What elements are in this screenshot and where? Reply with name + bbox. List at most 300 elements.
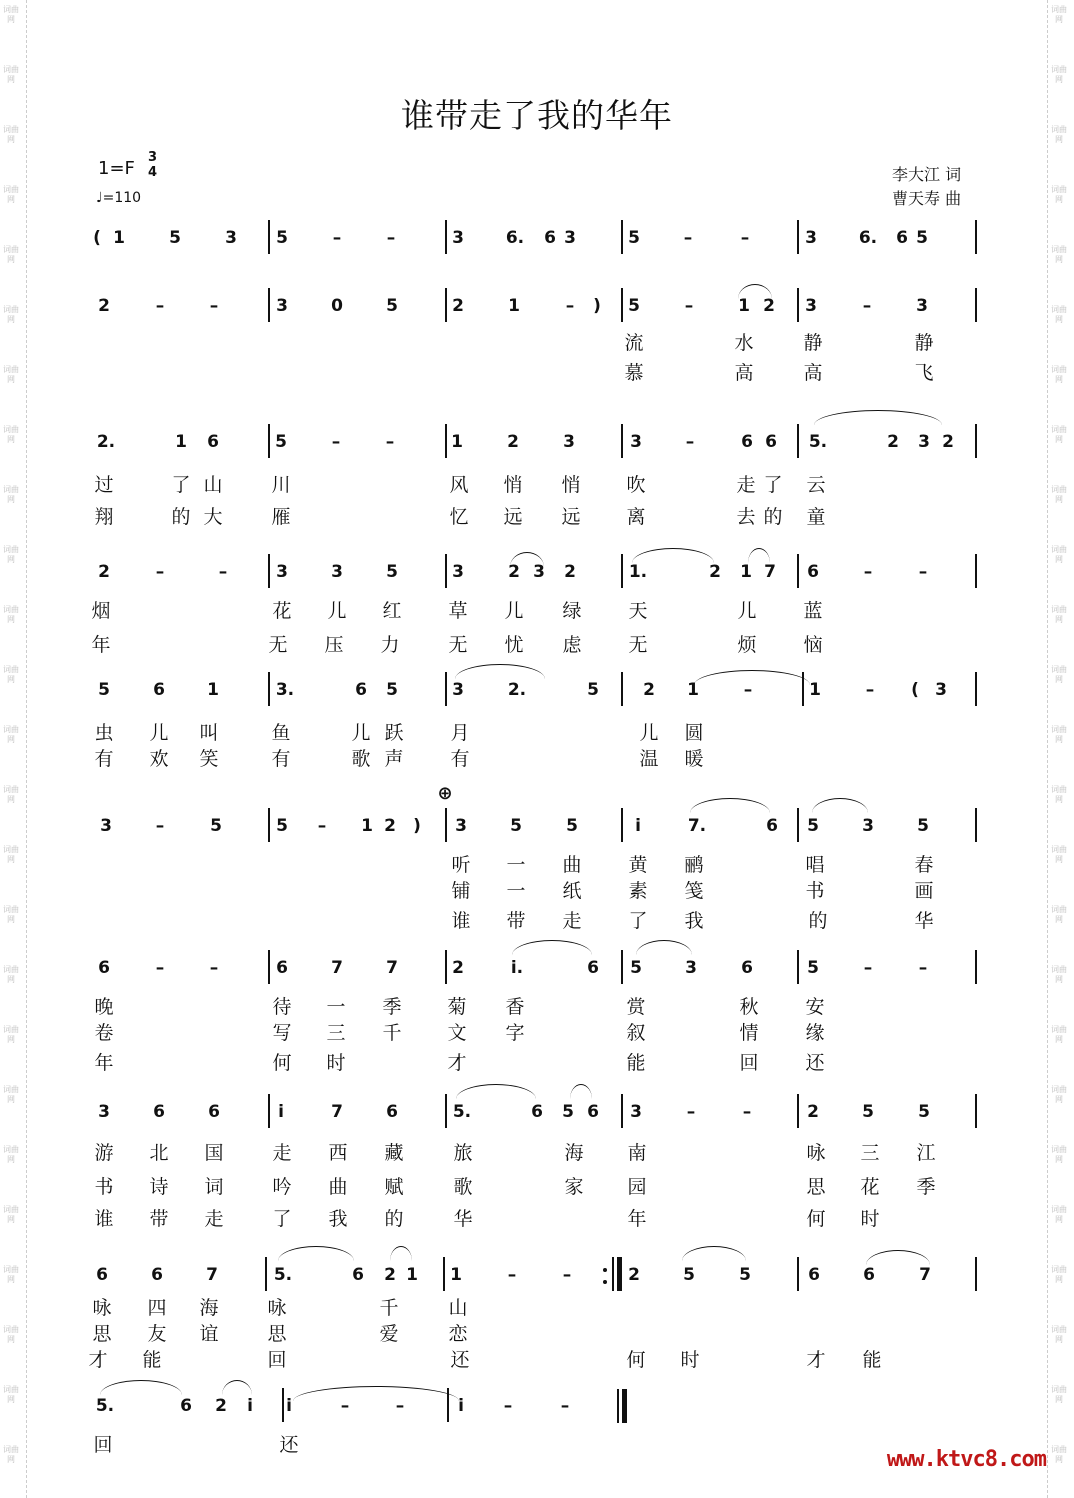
note: 3 [564,228,576,248]
note: 2 [384,1265,396,1285]
barline [621,554,623,588]
note: – [862,296,872,316]
note: – [155,296,165,316]
final-barline [622,1389,627,1423]
barline [975,1257,977,1291]
note: 1 [740,562,752,582]
lyric-syllable: 儿 [351,722,371,744]
lyric-syllable: 大 [203,506,223,528]
lyric-syllable: 华 [914,910,934,932]
note: 5 [276,228,288,248]
barline [621,808,623,842]
barline [621,220,623,254]
side-watermark-text: 词曲网 [1051,1325,1067,1344]
lyric-syllable: 烦 [737,634,757,656]
lyric-syllable: 离 [626,506,646,528]
note: 2 [942,432,954,452]
note: 2. [96,432,116,452]
slur [510,552,544,567]
note: 3 [685,958,697,978]
note: 2 [628,1265,640,1285]
lyricist-credit: 李大江 词 [892,165,962,184]
lyric-syllable: 走 [736,474,756,496]
note: 2 [452,296,464,316]
slur [455,664,545,679]
lyric-syllable: 的 [808,910,828,932]
lyric-syllable: 春 [914,854,934,876]
lyric-syllable: 欢 [149,748,169,770]
lyric-syllable: 时 [680,1349,700,1371]
lyric-syllable: 思 [806,1176,826,1198]
note: ) [593,296,601,316]
barline [445,1094,447,1128]
lyric-syllable: 高 [734,362,754,384]
lyric-syllable: 何 [272,1052,292,1074]
barline [797,808,799,842]
slur [690,798,770,813]
repeat-barline [617,1257,622,1291]
lyric-syllable: 四 [147,1297,167,1319]
lyric-syllable: 山 [203,474,223,496]
repeat-barline [612,1257,614,1291]
note: 0 [331,296,343,316]
barline [975,554,977,588]
lyric-syllable: 有 [271,748,291,770]
slur [512,940,592,955]
side-watermark-text: 词曲网 [3,605,19,624]
lyric-syllable: 画 [914,880,934,902]
lyric-syllable: 暖 [684,748,704,770]
note: 2 [709,562,721,582]
lyric-syllable: 西 [328,1142,348,1164]
barline [797,1257,799,1291]
note: 1 [738,296,750,316]
lyric-syllable: 咏 [806,1142,826,1164]
lyric-syllable: 过 [94,474,114,496]
note: – [385,432,395,452]
lyric-syllable: 曲 [562,854,582,876]
lyric-syllable: 圆 [684,722,704,744]
note: 5 [169,228,181,248]
lyric-syllable: 花 [860,1176,880,1198]
lyric-syllable: 绿 [562,600,582,622]
lyric-syllable: 飞 [914,362,934,384]
lyric-syllable: 才 [806,1349,826,1371]
barline [445,554,447,588]
lyric-syllable: 水 [734,332,754,354]
note: 3 [225,228,237,248]
lyric-syllable: 烟 [91,600,111,622]
lyric-syllable: 慕 [624,362,644,384]
note: 5 [630,958,642,978]
note: i [286,1396,292,1416]
slur [293,1386,459,1401]
note: 1 [450,1265,462,1285]
side-watermark-text: 词曲网 [1051,1445,1067,1464]
side-watermark-text: 词曲网 [3,725,19,744]
note: – [209,958,219,978]
side-watermark-text: 词曲网 [1051,665,1067,684]
side-watermark-text: 词曲网 [3,665,19,684]
note: – [742,1102,752,1122]
note: 1 [451,432,463,452]
note: 5 [862,1102,874,1122]
side-watermark-text: 词曲网 [3,1385,19,1404]
barline [268,424,270,458]
lyric-syllable: 菊 [447,996,467,1018]
lyric-syllable: 园 [627,1176,647,1198]
note: 7 [764,562,776,582]
lyric-syllable: 安 [805,996,825,1018]
lyric-syllable: 年 [627,1208,647,1230]
note: 7 [206,1265,218,1285]
note: 5. [95,1396,115,1416]
note: 6 [863,1265,875,1285]
lyric-syllable: 赏 [626,996,646,1018]
side-watermark-text: 词曲网 [1051,905,1067,924]
lyric-syllable: 儿 [639,722,659,744]
lyric-syllable: 一 [506,880,526,902]
note: – [386,228,396,248]
note: 6 [352,1265,364,1285]
note: 6. [858,228,878,248]
lyric-syllable: 缘 [805,1022,825,1044]
note: 5 [562,1102,574,1122]
lyric-syllable: 静 [914,332,934,354]
note: 6 [98,958,110,978]
lyric-syllable: 花 [272,600,292,622]
lyric-syllable: 海 [564,1142,584,1164]
note: 2 [807,1102,819,1122]
note: 2 [507,432,519,452]
lyric-syllable: 思 [267,1323,287,1345]
lyric-syllable: 翔 [94,506,114,528]
lyric-syllable: 回 [267,1349,287,1371]
note: 7 [386,958,398,978]
lyric-syllable: 跃 [384,722,404,744]
slur [694,670,810,685]
side-watermark-text: 词曲网 [1051,185,1067,204]
lyric-syllable: 素 [628,880,648,902]
note: 2 [98,562,110,582]
note: – [317,816,327,836]
lyric-syllable: 月 [450,722,470,744]
final-barline [617,1389,619,1423]
repeat-dot [603,1268,607,1272]
note: 6 [531,1102,543,1122]
side-watermark-text: 词曲网 [3,845,19,864]
lyric-syllable: 压 [324,634,344,656]
side-watermark-text: 词曲网 [3,1325,19,1344]
note: – [560,1396,570,1416]
lyric-syllable: 儿 [327,600,347,622]
side-watermark-text: 词曲网 [1051,305,1067,324]
note: 5 [628,296,640,316]
side-watermark-text: 词曲网 [3,1085,19,1104]
lyric-syllable: 唱 [805,854,825,876]
note: 5 [386,296,398,316]
side-watermark-text: 词曲网 [3,305,19,324]
note: 3 [630,432,642,452]
lyric-syllable: 虑 [562,634,582,656]
note: i [458,1396,464,1416]
note: 3 [100,816,112,836]
note: 3. [275,680,295,700]
barline [797,220,799,254]
barline [445,288,447,322]
side-watermark-text: 词曲网 [3,965,19,984]
note: 2 [215,1396,227,1416]
note: 6 [207,432,219,452]
note: 7. [687,816,707,836]
side-watermark-text: 词曲网 [3,125,19,144]
lyric-syllable: 还 [450,1349,470,1371]
side-watermark-text: 词曲网 [3,5,19,24]
note: 5. [452,1102,472,1122]
note: 3 [452,228,464,248]
note: ( [93,228,101,248]
note: 5 [916,228,928,248]
note: 7 [331,1102,343,1122]
note: 1. [628,562,648,582]
lyric-syllable: 儿 [504,600,524,622]
barline [975,808,977,842]
lyric-syllable: 能 [142,1349,162,1371]
lyric-syllable: 无 [448,634,468,656]
lyric-syllable: 一 [506,854,526,876]
lyric-syllable: 儿 [149,722,169,744]
lyric-syllable: 童 [806,506,826,528]
side-watermark-text: 词曲网 [3,545,19,564]
side-watermark-text: 词曲网 [1051,1085,1067,1104]
lyric-syllable: 走 [562,910,582,932]
lyric-syllable: 曲 [328,1176,348,1198]
lyric-syllable: 能 [862,1349,882,1371]
note: 5 [386,680,398,700]
lyric-syllable: 鹂 [684,854,704,876]
note: – [218,562,228,582]
note: 5 [386,562,398,582]
note: 3 [862,816,874,836]
barline [268,220,270,254]
note: ) [413,816,421,836]
lyric-syllable: 友 [147,1323,167,1345]
lyric-syllable: 山 [448,1297,468,1319]
slur [738,284,772,299]
note: – [863,562,873,582]
slur [748,548,770,563]
note: 6 [544,228,556,248]
note: 5 [628,228,640,248]
lyric-syllable: 有 [94,748,114,770]
side-watermark-text: 词曲网 [3,1445,19,1464]
barline [445,220,447,254]
lyric-syllable: 思 [92,1323,112,1345]
lyric-syllable: 的 [763,506,783,528]
barline [445,672,447,706]
lyric-syllable: 回 [739,1052,759,1074]
note: 3 [916,296,928,316]
note: – [740,228,750,248]
lyric-syllable: 叫 [199,722,219,744]
lyric-syllable: 歌 [453,1176,473,1198]
barline [621,1094,623,1128]
note: 3 [630,1102,642,1122]
side-watermark-text: 词曲网 [3,365,19,384]
lyric-syllable: 华 [453,1208,473,1230]
tempo-marking: ♩=110 [96,190,142,206]
barline [975,288,977,322]
note: 1 [207,680,219,700]
lyric-syllable: 无 [628,634,648,656]
lyric-syllable: 雁 [271,506,291,528]
side-watermark-text: 词曲网 [1051,485,1067,504]
note: 6 [153,680,165,700]
note: 2 [564,562,576,582]
note: 6 [151,1265,163,1285]
lyric-syllable: 书 [805,880,825,902]
lyric-syllable: 写 [272,1022,292,1044]
note: 5 [566,816,578,836]
lyric-syllable: 词 [204,1176,224,1198]
site-watermark: www.ktvc8.com [886,1447,1046,1472]
slur [390,1246,412,1261]
side-watermark-text: 词曲网 [1051,545,1067,564]
barline [797,950,799,984]
note: 1 [687,680,699,700]
side-watermark-text: 词曲网 [3,1265,19,1284]
lyric-syllable: 高 [803,362,823,384]
note: 6 [153,1102,165,1122]
note: 5. [808,432,828,452]
side-watermark-text: 词曲网 [1051,605,1067,624]
side-watermark-text: 词曲网 [1051,965,1067,984]
barline [268,1094,270,1128]
barline [621,950,623,984]
note: – [918,958,928,978]
side-watermark-text: 词曲网 [1051,845,1067,864]
note: 6 [741,958,753,978]
lyric-syllable: 何 [626,1349,646,1371]
note: – [863,958,873,978]
lyric-syllable: 千 [382,1022,402,1044]
lyric-syllable: 香 [505,996,525,1018]
barline [445,808,447,842]
lyric-syllable: 忆 [449,506,469,528]
note: – [686,1102,696,1122]
note: 2 [508,562,520,582]
side-watermark-text: 词曲网 [3,1145,19,1164]
note: i [278,1102,284,1122]
note: 5 [807,958,819,978]
barline [268,288,270,322]
lyric-syllable: 我 [684,910,704,932]
side-watermark-text: 词曲网 [3,65,19,84]
side-watermark-text: 词曲网 [3,785,19,804]
lyric-syllable: 儿 [737,600,757,622]
note: – [507,1265,517,1285]
lyric-syllable: 时 [326,1052,346,1074]
note: – [155,958,165,978]
side-watermark-text: 词曲网 [3,1205,19,1224]
song-title: 谁带走了我的华年 [401,96,673,135]
quarter-note-icon: ♩ [96,190,103,206]
right-margin-watermark [1047,0,1074,1498]
lyric-syllable: 走 [204,1208,224,1230]
lyric-syllable: 吟 [272,1176,292,1198]
note: 2 [98,296,110,316]
note: 5 [683,1265,695,1285]
note: – [743,680,753,700]
slur [570,1084,592,1099]
lyric-syllable: 了 [763,474,783,496]
lyric-syllable: 旅 [453,1142,473,1164]
note: – [865,680,875,700]
barline [797,424,799,458]
note: – [565,296,575,316]
lyric-syllable: 远 [561,506,581,528]
note: 2 [643,680,655,700]
note: i [635,816,641,836]
note: 2 [763,296,775,316]
note: 3 [935,680,947,700]
lyric-syllable: 听 [451,854,471,876]
lyric-syllable: 叙 [626,1022,646,1044]
note: 6. [505,228,525,248]
note: – [155,816,165,836]
note: 6 [180,1396,192,1416]
lyric-syllable: 我 [328,1208,348,1230]
note: 6 [587,1102,599,1122]
barline [797,1094,799,1128]
note: – [155,562,165,582]
note: – [503,1396,513,1416]
lyric-syllable: 远 [503,506,523,528]
lyric-syllable: 千 [379,1297,399,1319]
lyric-syllable: 草 [448,600,468,622]
note: – [562,1265,572,1285]
time-signature: 3 4 [148,150,158,180]
note: 5 [918,1102,930,1122]
lyric-syllable: 风 [449,474,469,496]
lyric-syllable: 带 [149,1208,169,1230]
note: 1 [175,432,187,452]
slur [632,548,714,563]
lyric-syllable: 天 [628,600,648,622]
lyric-syllable: 诗 [149,1176,169,1198]
note: 2. [507,680,527,700]
lyric-syllable: 恼 [803,634,823,656]
slur [866,1250,930,1265]
lyric-syllable: 去 [736,506,756,528]
lyric-syllable: 字 [505,1022,525,1044]
lyric-syllable: 铺 [451,880,471,902]
note: 6 [808,1265,820,1285]
side-watermark-text: 词曲网 [1051,1265,1067,1284]
lyric-syllable: 年 [94,1052,114,1074]
note: 6 [807,562,819,582]
repeat-dot [603,1280,607,1284]
lyric-syllable: 国 [204,1142,224,1164]
lyric-syllable: 季 [916,1176,936,1198]
note: – [685,432,695,452]
note: 3 [805,228,817,248]
lyric-syllable: 川 [271,474,291,496]
note: 5 [276,816,288,836]
barline [975,950,977,984]
side-watermark-text: 词曲网 [1051,1385,1067,1404]
barline [975,424,977,458]
